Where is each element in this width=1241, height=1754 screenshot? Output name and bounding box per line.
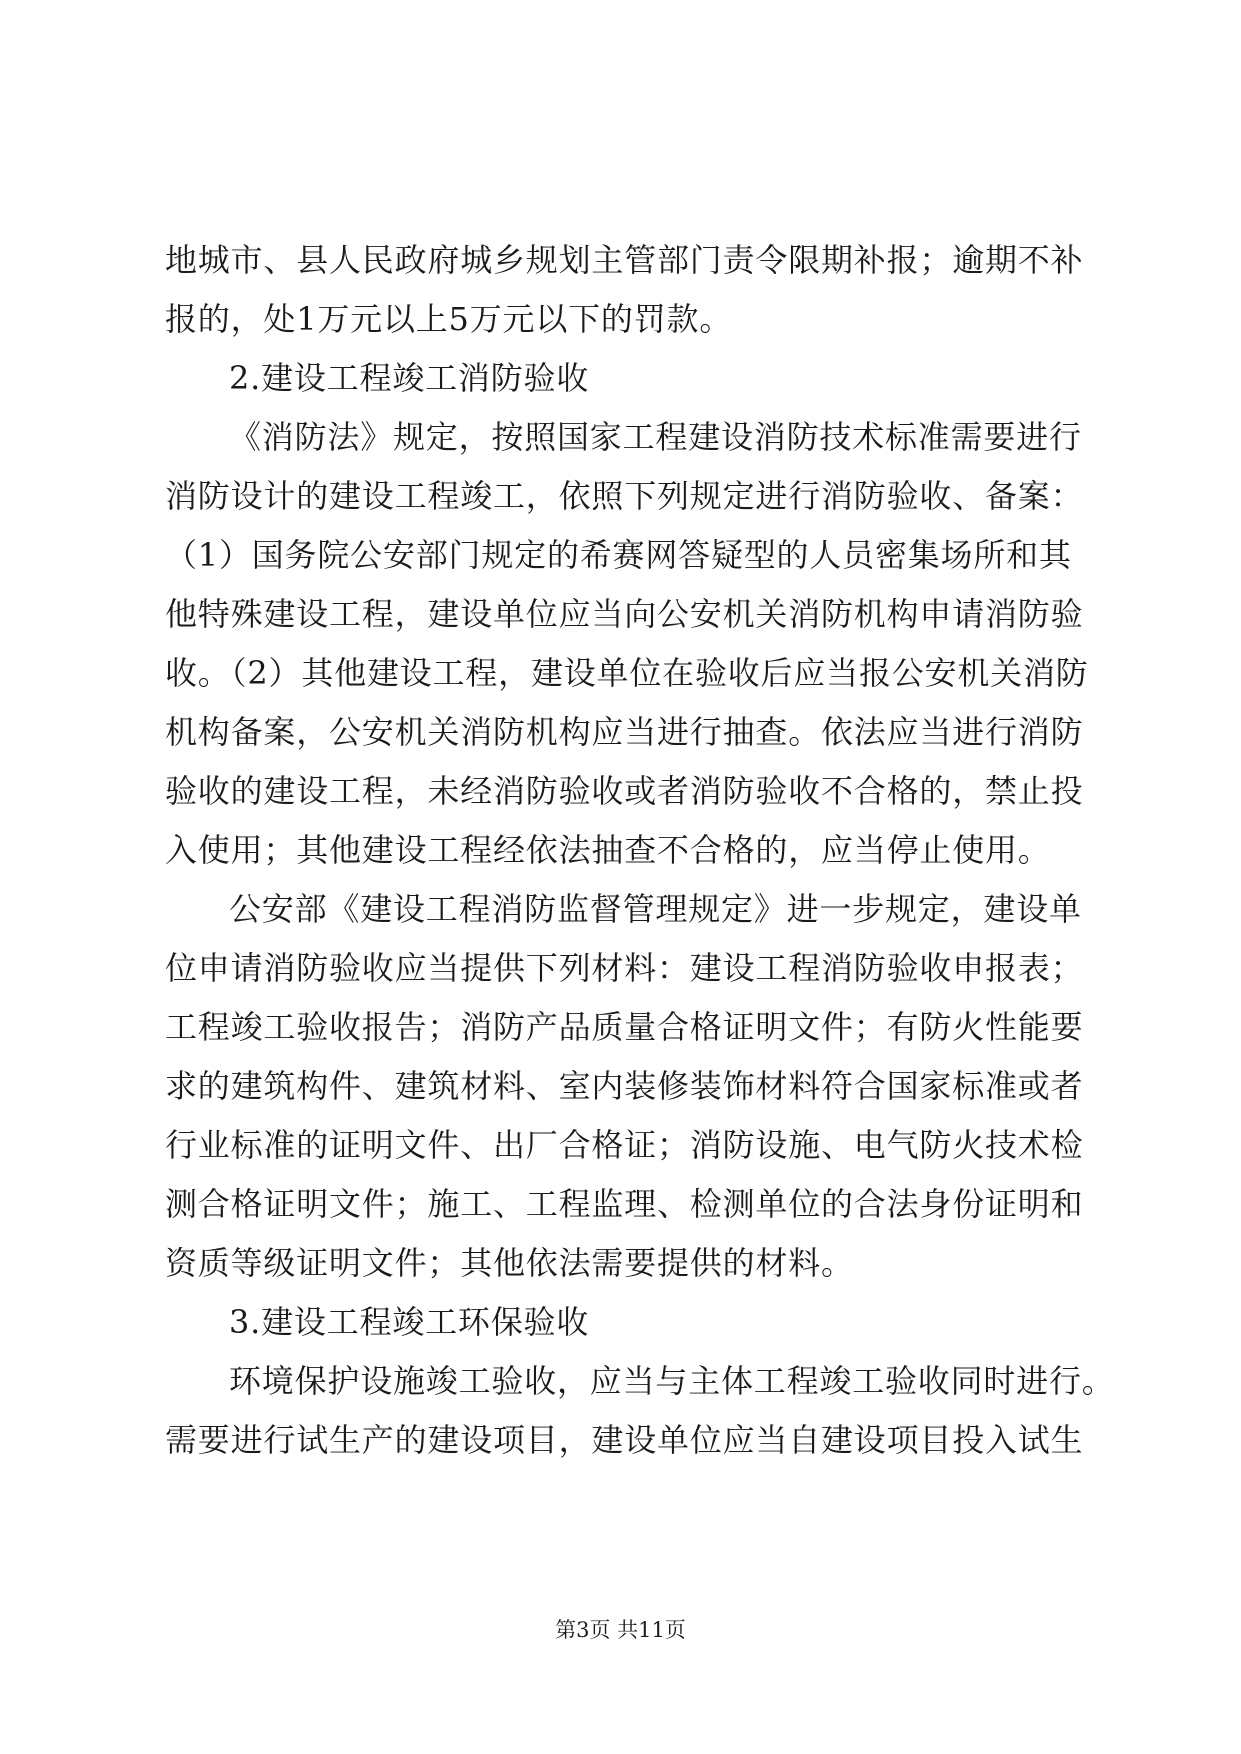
section-heading: 2.建设工程竣工消防验收 <box>229 359 590 397</box>
text-line: 机构备案，公安机关消防机构应当进行抽查。依法应当进行消防 <box>165 713 1084 751</box>
text-line: 工程竣工验收报告；消防产品质量合格证明文件；有防火性能要 <box>165 1008 1084 1046</box>
text-line: 收。（2）其他建设工程，建设单位在验收后应当报公安机关消防 <box>165 654 1089 692</box>
text-line: 环境保护设施竣工验收，应当与主体工程竣工验收同时进行。 <box>229 1362 1115 1400</box>
text-line: 报的，处1万元以上5万元以下的罚款。 <box>165 300 733 338</box>
text-line: 资质等级证明文件；其他依法需要提供的材料。 <box>165 1244 854 1282</box>
text-line: 他特殊建设工程，建设单位应当向公安机关消防机构申请消防验 <box>165 595 1084 633</box>
text-line: 求的建筑构件、建筑材料、室内装修装饰材料符合国家标准或者 <box>165 1067 1084 1105</box>
text-line: 测合格证明文件；施工、工程监理、检测单位的合法身份证明和 <box>165 1185 1084 1223</box>
text-line: （1）国务院公安部门规定的希赛网答疑型的人员密集场所和其 <box>165 536 1072 574</box>
page-number-footer: 第3页 共11页 <box>555 1618 686 1642</box>
section-heading: 3.建设工程竣工环保验收 <box>229 1303 590 1341</box>
text-line: 公安部《建设工程消防监督管理规定》进一步规定，建设单 <box>229 890 1082 928</box>
text-line: 《消防法》规定，按照国家工程建设消防技术标准需要进行 <box>229 418 1082 456</box>
text-line: 需要进行试生产的建设项目，建设单位应当自建设项目投入试生 <box>165 1421 1084 1459</box>
text-line: 位申请消防验收应当提供下列材料：建设工程消防验收申报表； <box>165 949 1084 987</box>
text-line: 消防设计的建设工程竣工，依照下列规定进行消防验收、备案： <box>165 477 1084 515</box>
text-line: 验收的建设工程，未经消防验收或者消防验收不合格的，禁止投 <box>165 772 1084 810</box>
text-line: 行业标准的证明文件、出厂合格证；消防设施、电气防火技术检 <box>165 1126 1084 1164</box>
text-line: 地城市、县人民政府城乡规划主管部门责令限期补报；逾期不补 <box>165 241 1084 279</box>
text-line: 入使用；其他建设工程经依法抽查不合格的，应当停止使用。 <box>165 831 1051 869</box>
